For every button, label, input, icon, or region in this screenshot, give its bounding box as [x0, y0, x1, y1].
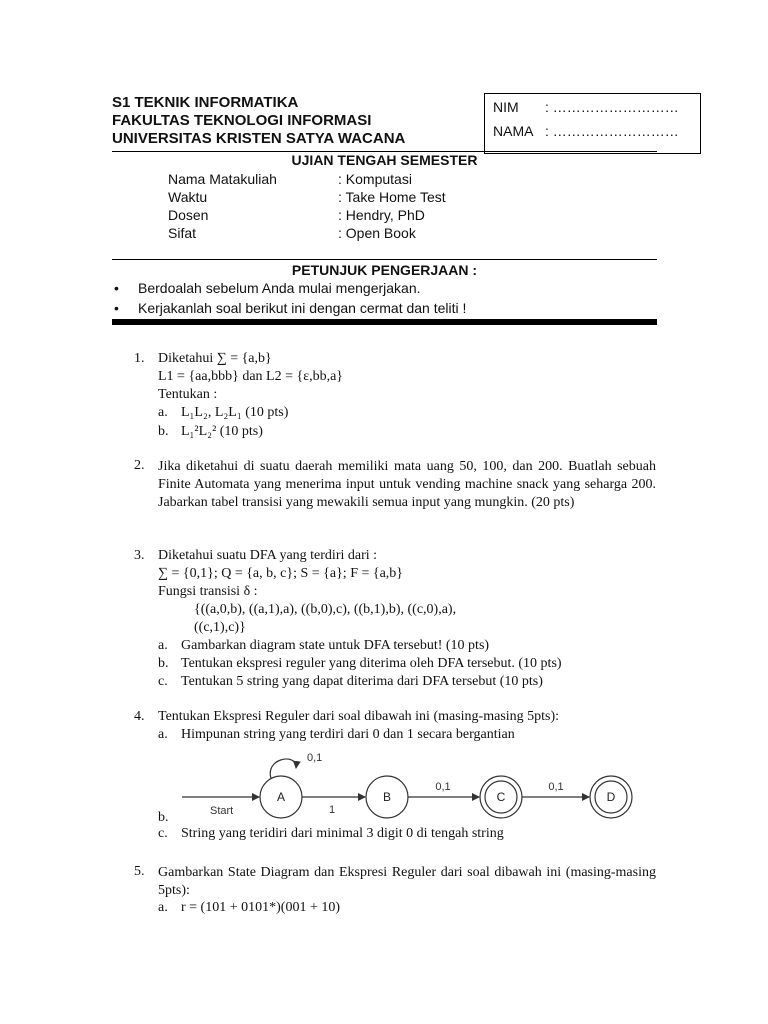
- subquestion-label: b.: [158, 424, 169, 439]
- state-label: C: [496, 790, 506, 804]
- info-value-time: : Take Home Test: [338, 189, 446, 205]
- subquestion-text: L₁L₂, L₂L₁ (10 pts): [181, 405, 289, 420]
- start-label: Start: [210, 805, 234, 817]
- instruction-item: Berdoalah sebelum Anda mulai mengerjakan.: [138, 280, 421, 296]
- info-label-nature: Sifat: [168, 225, 197, 241]
- institution-line-university: UNIVERSITAS KRISTEN SATYA WACANA: [112, 130, 406, 147]
- nama-label: NAMA: [493, 123, 534, 139]
- subquestion-label: a.: [158, 405, 168, 420]
- state-label: D: [606, 790, 616, 804]
- nim-field[interactable]: : ………………………: [545, 99, 679, 115]
- transition-label: 1: [329, 804, 336, 816]
- transition-label: 0,1: [435, 781, 451, 793]
- subquestion-label: b.: [158, 656, 169, 671]
- question-text: Fungsi transisi δ :: [158, 584, 258, 599]
- question-number: 2.: [134, 458, 145, 473]
- info-label-lecturer: Dosen: [168, 207, 209, 223]
- institution-line-faculty: FAKULTAS TEKNOLOGI INFORMASI: [112, 112, 372, 129]
- nim-label: NIM: [493, 99, 519, 115]
- question-text: Jika diketahui di suatu daerah memiliki mata uang 50, 100, dan 200. Buatlah sebuah Finite Automata yang menerima input untuk vending machine snack yang seharga 200. Jabarkan tabel transisi yang mewakili semua input yang mungkin. (20 pts): [158, 459, 656, 510]
- institution-line-program: S1 TEKNIK INFORMATIKA: [112, 94, 299, 111]
- subquestion-text: Tentukan ekspresi reguler yang diterima oleh DFA tersebut. (10 pts): [181, 656, 562, 671]
- info-label-course: Nama Matakuliah: [168, 171, 277, 187]
- nama-field[interactable]: : ………………………: [545, 123, 679, 139]
- subquestion-text: L₁²L₂² (10 pts): [181, 424, 263, 439]
- exam-title: UJIAN TENGAH SEMESTER: [291, 152, 478, 168]
- question-text: L1 = {aa,bbb} dan L2 = {ε,bb,a}: [158, 369, 344, 384]
- transition-label: 0,1: [548, 781, 564, 793]
- bullet-icon: •: [114, 280, 119, 296]
- instruction-item: Kerjakanlah soal berikut ini dengan cermat dan teliti !: [138, 300, 467, 316]
- question-text: Tentukan Ekspresi Reguler dari soal dibawah ini (masing-masing 5pts):: [158, 709, 560, 724]
- question-number: 5.: [134, 864, 145, 879]
- subquestion-text: r = (101 + 0101*)(001 + 10): [181, 900, 340, 915]
- info-label-time: Waktu: [168, 189, 208, 205]
- state-label: A: [276, 790, 286, 804]
- subquestion-label: c.: [158, 826, 168, 841]
- subquestion-text: Gambarkan diagram state untuk DFA tersebut! (10 pts): [181, 638, 490, 653]
- question-text: Diketahui suatu DFA yang terdiri dari :: [158, 548, 378, 563]
- subquestion-label: a.: [158, 727, 168, 742]
- info-value-nature: : Open Book: [338, 225, 416, 241]
- question-number: 1.: [134, 351, 145, 366]
- question-number: 3.: [134, 548, 145, 563]
- subquestion-label: b.: [158, 810, 169, 825]
- subquestion-label: a.: [158, 638, 168, 653]
- subquestion-text: Himpunan string yang terdiri dari 0 dan 1 secara bergantian: [181, 727, 515, 742]
- question-number: 4.: [134, 709, 145, 724]
- question-text: Gambarkan State Diagram dan Ekspresi Reguler dari soal dibawah ini (masing-masing 5pts):: [158, 865, 656, 898]
- state-label: B: [382, 790, 392, 804]
- info-value-course: : Komputasi: [338, 171, 412, 187]
- bullet-icon: •: [114, 300, 119, 316]
- instructions-title: PETUNJUK PENGERJAAN :: [291, 262, 478, 278]
- subquestion-text: Tentukan 5 string yang dapat diterima dari DFA tersebut (10 pts): [181, 674, 543, 689]
- question-text: ∑ = {0,1}; Q = {a, b, c}; S = {a}; F = {a,b}: [158, 566, 404, 581]
- info-value-lecturer: : Hendry, PhD: [338, 207, 425, 223]
- question-text: Diketahui ∑ = {a,b}: [158, 351, 272, 366]
- subquestion-label: c.: [158, 674, 168, 689]
- transition-function: {((a,0,b), ((a,1),a), ((b,0),c), ((b,1),b), ((c,0),a),: [194, 602, 457, 617]
- transition-function: ((c,1),c)}: [194, 620, 246, 635]
- loop-label: 0,1: [307, 752, 323, 764]
- question-text: Tentukan :: [158, 387, 218, 402]
- subquestion-text: String yang teridiri dari minimal 3 digit 0 di tengah string: [181, 826, 504, 841]
- subquestion-label: a.: [158, 900, 168, 915]
